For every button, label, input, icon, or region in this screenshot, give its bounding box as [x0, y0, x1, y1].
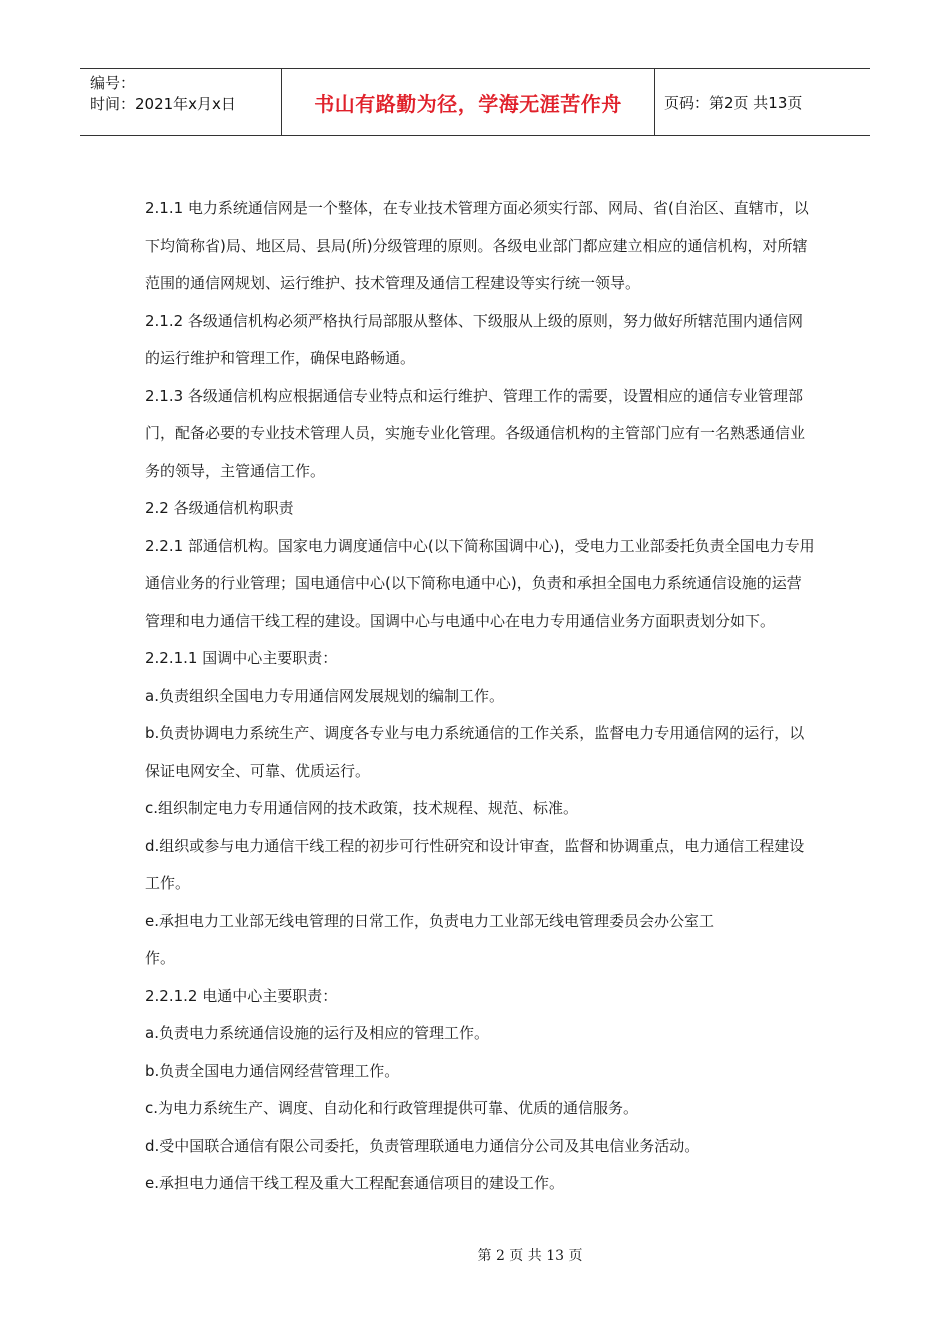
- list-item-c: c.组织制定电力专用通信网的技术政策，技术规程、规范、标准。: [145, 799, 579, 817]
- list-item-a: a.负责电力系统通信设施的运行及相应的管理工作。: [145, 1024, 489, 1042]
- document-body: [145, 190, 815, 1203]
- paragraph-2-1-2: 2.1.2 各级通信机构必须严格执行局部服从整体、下级服从上级的原则，努力做好所辖范围内通信网的运行维护和管理工作，确保电路畅通。: [145, 311, 803, 367]
- paragraph-2-1-1: 2.1.1 电力系统通信网是一个整体，在专业技术管理方面必须实行部、网局、省(自治区、直辖市，以下均简称省)局、地区局、县局(所)分级管理的原则。各级电业部门都应建立相应的通信机构，对所辖范围的通信网规划、运行维护、技术管理及通信工程建设等实行统一领导。: [145, 199, 809, 292]
- subheading-2-2-1-2: 2.2.1.2 电通中心主要职责：: [145, 986, 338, 1005]
- list-item-c: c.为电力系统生产、调度、自动化和行政管理提供可靠、优质的通信服务。: [145, 1099, 639, 1117]
- list-item-b: b.负责全国电力通信网经营管理工作。: [145, 1061, 400, 1080]
- header-meta: [90, 73, 236, 115]
- page-header: [80, 68, 870, 136]
- subheading-2-2-1-1: 2.2.1.1 国调中心主要职责：: [145, 649, 338, 667]
- header-motto: 书山有路勤为径，学海无涯苦作舟: [314, 91, 622, 116]
- paragraph-2-2-1: 2.2.1 部通信机构。国家电力调度通信中心(以下简称国调中心)，受电力工业部委托负责全国电力专用通信业务的行业管理；国电通信中心(以下简称电通中心)，负责和承担全国电力系统通信设施的运营管理和电力通信干线工程的建设。国调中心与电通中心在电力专用通信业务方面职责划分如下。: [145, 536, 815, 630]
- document-date-label: 时间：2021年x月x日: [90, 95, 236, 113]
- list-item-a: a.负责组织全国电力专用通信网发展规划的编制工作。: [145, 686, 504, 705]
- list-item-d: d.组织或参与电力通信干线工程的初步可行性研究和设计审查，监督和协调重点，电力通信工程建设工作。: [145, 836, 805, 892]
- list-item-e: e.承担电力工业部无线电管理的日常工作，负责电力工业部无线电管理委员会办公室工: [145, 911, 715, 930]
- list-item-e-continued: 作。: [145, 949, 176, 967]
- header-divider-right: [654, 69, 655, 135]
- paragraph-2-1-3: 2.1.3 各级通信机构应根据通信专业特点和运行维护、管理工作的需要，设置相应的通信专业管理部门，配备必要的专业技术管理人员，实施专业化管理。各级通信机构的主管部门应有一名熟悉通信业务的领导，主管通信工作。: [145, 386, 806, 480]
- section-heading-2-2: 2.2 各级通信机构职责: [145, 499, 294, 517]
- list-item-b: b.负责协调电力系统生产、调度各专业与电力系统通信的工作关系，监督电力专用通信网的运行，以保证电网安全、可靠、优质运行。: [145, 724, 805, 780]
- document-number-label: 编号：: [90, 74, 136, 92]
- list-item-d: d.受中国联合通信有限公司委托，负责管理联通电力通信分公司及其电信业务活动。: [145, 1136, 700, 1155]
- page-footer: 第 2 页 共 13 页: [477, 1248, 583, 1264]
- header-page-info: 页码：第2页 共13页: [664, 93, 803, 112]
- list-item-e: e.承担电力通信干线工程及重大工程配套通信项目的建设工作。: [145, 1174, 564, 1192]
